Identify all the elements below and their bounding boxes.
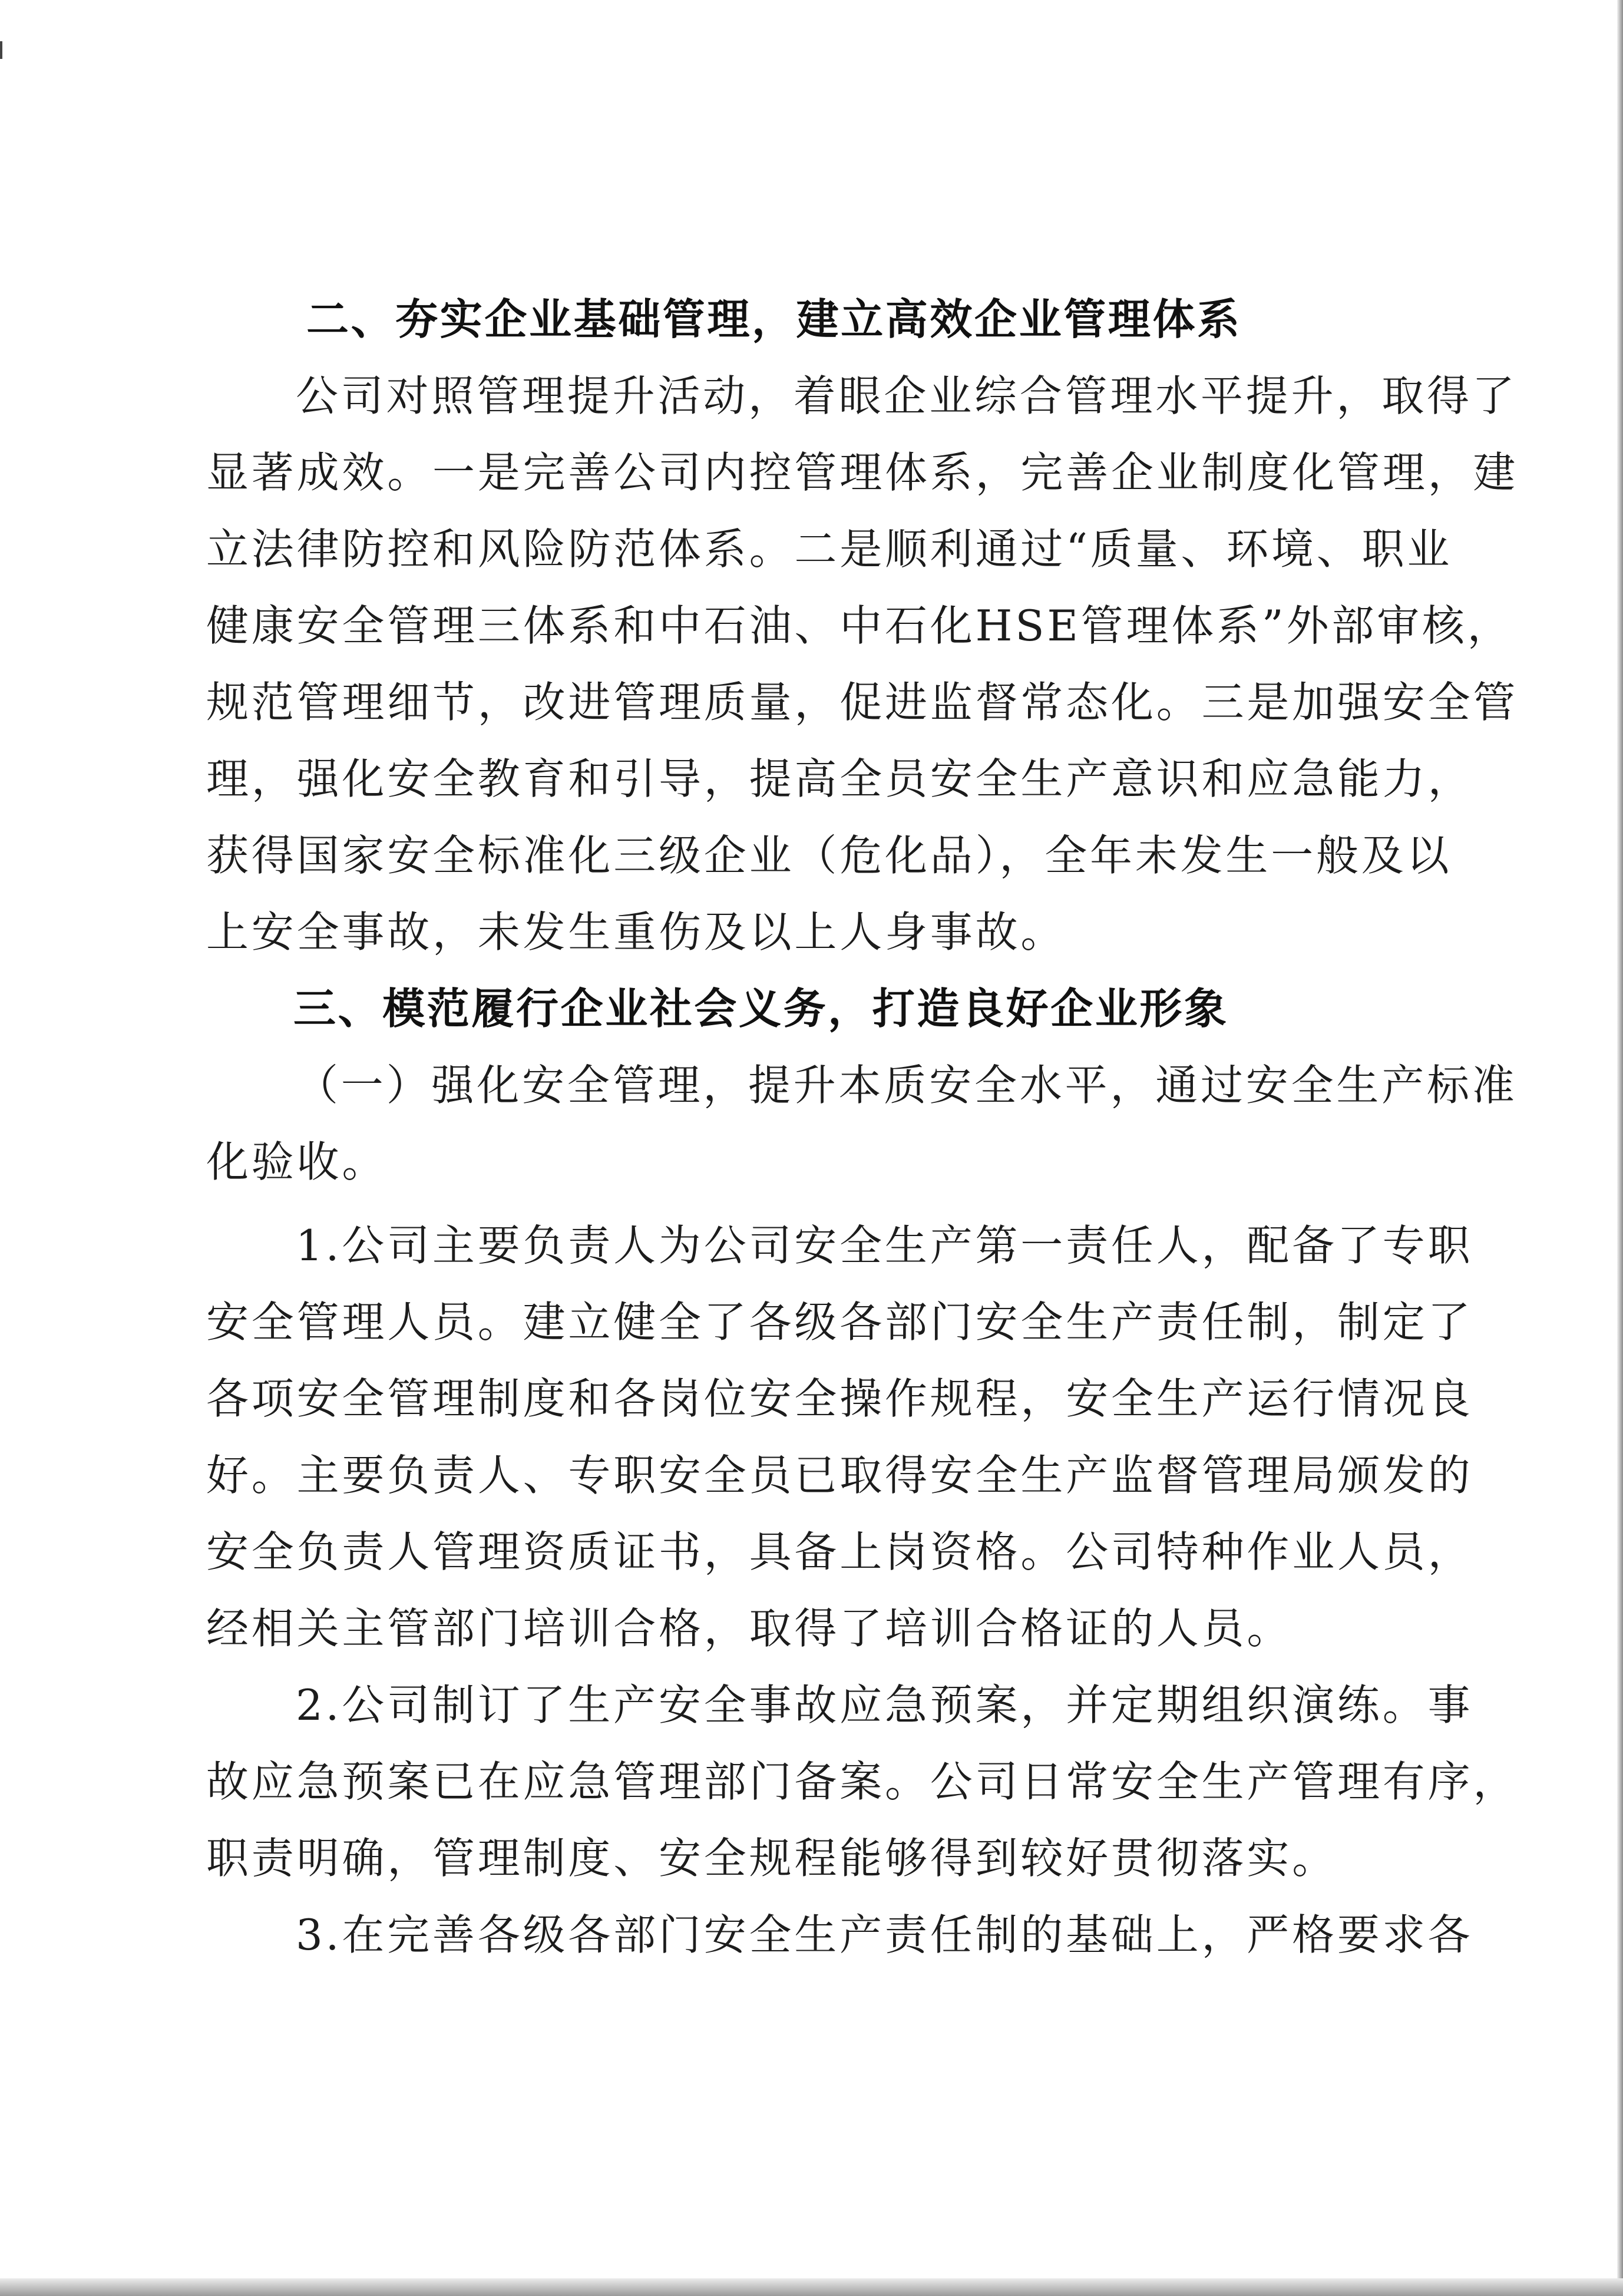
- scan-mark: [0, 41, 2, 59]
- paragraph-line: 获得国家安全标准化三级企业（危化品），全年未发生一般及以: [206, 831, 1452, 880]
- item-2-line: 职责明确，管理制度、安全规程能够得到较好贯彻落实。: [206, 1834, 1338, 1883]
- scan-shadow-bottom: [0, 2278, 1623, 2296]
- item-1-line: 好。主要负责人、专职安全员已取得安全生产监督管理局颁发的: [206, 1451, 1473, 1500]
- item-1-line: 安全负责人管理资质证书，具备上岗资格。公司特种作业人员，: [206, 1527, 1473, 1577]
- item-1-line: 各项安全管理制度和各岗位安全操作规程，安全生产运行情况良: [206, 1374, 1473, 1423]
- paragraph-line: 显著成效。一是完善公司内控管理体系，完善企业制度化管理，建: [206, 448, 1519, 497]
- section-3-heading: 三、模范履行企业社会义务，打造良好企业形象: [293, 984, 1229, 1033]
- paragraph-line: 上安全事故，未发生重伤及以上人身事故。: [206, 907, 1066, 957]
- item-1-line: 1.公司主要负责人为公司安全生产第一责任人，配备了专职: [296, 1221, 1473, 1270]
- paragraph-line: 立法律防控和风险防范体系。二是顺利通过“质量、环境、职业: [206, 524, 1453, 574]
- section-2-heading: 二、夯实企业基础管理，建立高效企业管理体系: [306, 295, 1242, 344]
- item-3-line: 3.在完善各级各部门安全生产责任制的基础上，严格要求各: [296, 1910, 1473, 1960]
- item-1-line: 经相关主管部门培训合格，取得了培训合格证的人员。: [206, 1604, 1293, 1653]
- subsection-heading-line: （一）强化安全管理，提升本质安全水平，通过安全生产标准: [296, 1061, 1518, 1110]
- subsection-heading-line: 化验收。: [206, 1137, 388, 1187]
- paragraph-line: 公司对照管理提升活动，着眼企业综合管理水平提升，取得了: [296, 371, 1518, 421]
- scan-shadow-right: [1617, 0, 1623, 2296]
- paragraph-line: 健康安全管理三体系和中石油、中石化HSE管理体系”外部审核，: [206, 601, 1513, 650]
- paragraph-line: 规范管理细节，改进管理质量，促进监督常态化。三是加强安全管: [206, 678, 1519, 727]
- item-2-line: 故应急预案已在应急管理部门备案。公司日常安全生产管理有序，: [206, 1757, 1519, 1806]
- item-1-line: 安全管理人员。建立健全了各级各部门安全生产责任制，制定了: [206, 1297, 1473, 1347]
- paragraph-line: 理，强化安全教育和引导，提高全员安全生产意识和应急能力，: [206, 754, 1473, 804]
- item-2-line: 2.公司制订了生产安全事故应急预案，并定期组织演练。事: [296, 1680, 1473, 1730]
